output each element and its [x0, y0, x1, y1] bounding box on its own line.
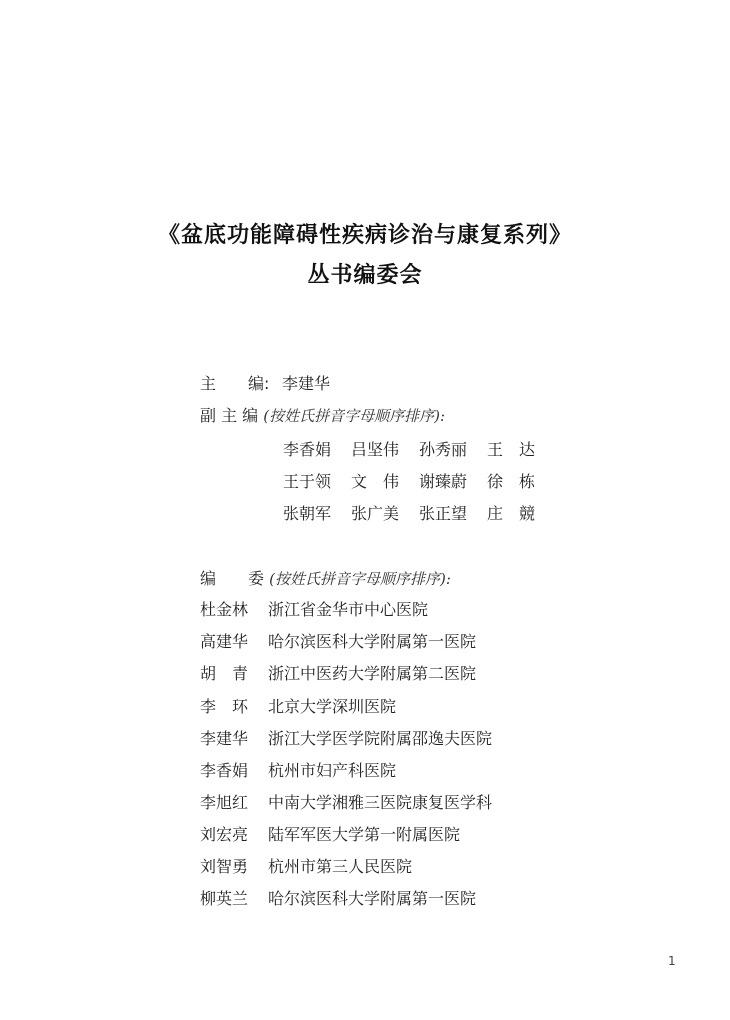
vice-editor-name: 庄 競 [487, 504, 536, 523]
member-name: 李香娟 [200, 761, 249, 780]
vice-editor-name: 李香娟 [283, 440, 332, 459]
vice-editor-name: 徐 栋 [487, 472, 536, 491]
vice-editor-name: 孙秀丽 [419, 440, 468, 459]
member-row [200, 889, 476, 909]
vice-editor-name: 吕坚伟 [351, 440, 400, 459]
member-affiliation: 哈尔滨医科大学附属第一医院 [268, 632, 477, 651]
member-name: 柳英兰 [200, 889, 249, 908]
vice-editor-name: 张正望 [419, 504, 468, 523]
member-affiliation: 杭州市妇产科医院 [268, 761, 397, 780]
series-title: 《盆底功能障碍性疾病诊治与康复系列》 [157, 222, 572, 248]
member-name: 李建华 [200, 729, 249, 748]
vice-editor-name: 张广美 [351, 504, 400, 523]
chief-editor-name: 李建华 [282, 374, 331, 393]
vice-editors-row [283, 440, 555, 460]
vice-editors-row [283, 504, 555, 524]
member-name: 杜金林 [200, 600, 249, 619]
member-row [200, 761, 396, 781]
member-row [200, 729, 492, 749]
member-name: 刘宏亮 [200, 825, 249, 844]
member-name: 李 环 [200, 697, 249, 716]
vice-editor-name: 王 达 [487, 440, 536, 459]
member-affiliation: 浙江大学医学院附属邵逸夫医院 [268, 729, 493, 748]
member-affiliation: 哈尔滨医科大学附属第一医院 [268, 889, 477, 908]
member-row [200, 825, 460, 845]
member-row [200, 793, 492, 813]
vice-editors-header [200, 406, 445, 426]
page-number: 1 [668, 954, 676, 968]
chief-editor-row [200, 374, 330, 394]
vice-editor-name: 张朝军 [283, 504, 332, 523]
members-label: 编 委 [200, 569, 265, 588]
vice-editors-label: 副 主 编 [200, 406, 259, 425]
committee-title: 丛书编委会 [307, 262, 423, 288]
member-affiliation: 浙江省金华市中心医院 [268, 600, 429, 619]
vice-editor-name: 王于领 [283, 472, 332, 491]
member-row [200, 632, 476, 652]
members-header [200, 569, 451, 589]
vice-editor-name: 谢臻蔚 [419, 472, 468, 491]
member-name: 胡 青 [200, 664, 249, 683]
member-name: 高建华 [200, 632, 249, 651]
vice-editors-note: (按姓氏拼音字母顺序排序): [263, 407, 446, 425]
member-row [200, 600, 428, 620]
member-affiliation: 北京大学深圳医院 [268, 697, 397, 716]
member-name: 刘智勇 [200, 857, 249, 876]
vice-editor-name: 文 伟 [351, 472, 400, 491]
member-row [200, 857, 412, 877]
vice-editors-row [283, 472, 555, 492]
chief-editor-label: 主 编: [200, 374, 270, 393]
member-affiliation: 杭州市第三人民医院 [268, 857, 413, 876]
member-row [200, 697, 396, 717]
members-note: (按姓氏拼音字母顺序排序): [269, 570, 451, 588]
member-affiliation: 浙江中医药大学附属第二医院 [268, 664, 477, 683]
member-name: 李旭红 [200, 793, 249, 812]
member-affiliation: 中南大学湘雅三医院康复医学科 [268, 793, 493, 812]
member-row [200, 664, 476, 684]
member-affiliation: 陆军军医大学第一附属医院 [268, 825, 461, 844]
